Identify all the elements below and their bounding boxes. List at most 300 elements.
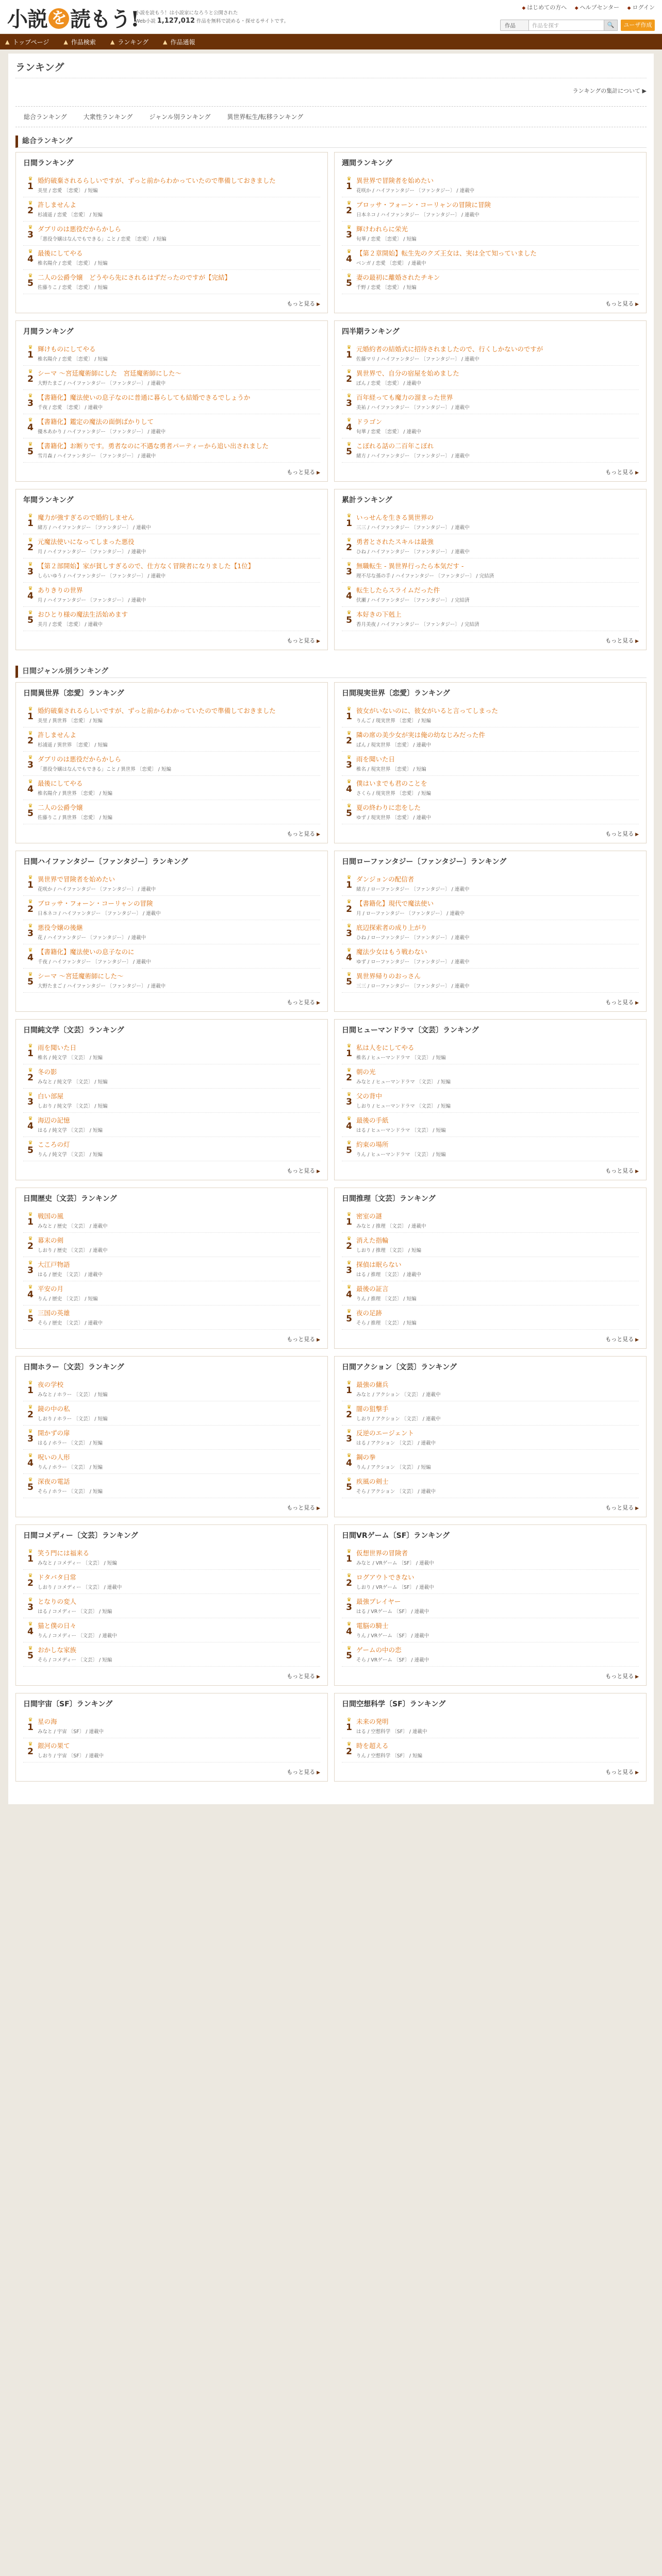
ranking-item-body [38, 1116, 320, 1133]
crown-icon: ♛ [346, 1284, 352, 1290]
work-meta: 優木あかり / ハイファンタジー 〔ファンタジー〕 / 連載中 [38, 429, 166, 435]
ranking-item-body [38, 947, 320, 965]
work-title-link[interactable]: 仮想世界の冒険者 [356, 1549, 408, 1557]
work-meta: 椎名 / 純文学 〔文芸〕 / 短編 [38, 1055, 103, 1061]
ranking-item-body [38, 803, 320, 821]
ranking-item-body [38, 779, 320, 796]
crown-icon: ♛ [346, 200, 352, 206]
work-title-link[interactable]: 元魔法使いになってしまった悪役 [38, 538, 135, 546]
work-meta: りん / 空想科学 〔SF〕 / 短編 [356, 1753, 422, 1759]
ranking-item [23, 173, 320, 197]
ranking-box-title: 日間ローファンタジー〔ファンタジー〕ランキング [342, 858, 507, 866]
ranking-box [15, 489, 328, 650]
crown-icon: ♛ [346, 225, 352, 230]
ranking-item [342, 1137, 639, 1161]
work-title-link[interactable]: 夜の学校 [38, 1381, 64, 1388]
ranking-box [334, 1356, 647, 1517]
crown-icon: ♛ [28, 417, 33, 423]
crown-icon: ♛ [28, 1309, 33, 1314]
work-title-link[interactable]: 最後にしてやる [38, 779, 83, 787]
work-title-link[interactable]: 勇者とされたスキルは最強 [356, 538, 434, 546]
rank-number: ♛ 3 [23, 1260, 38, 1278]
ranking-item [342, 920, 639, 944]
ranking-item-body [356, 1260, 639, 1278]
work-title-link[interactable]: 雨を聞いた日 [38, 1044, 77, 1052]
work-title-link[interactable]: 婚約破棄されるらしいですが、ずっと前からわかっていたので準備しておきました [38, 177, 276, 184]
work-meta: 美里 / 恋愛 〔恋愛〕 / 短編 [38, 188, 98, 194]
ranking-item-body [38, 1404, 320, 1422]
work-meta: 花咲か / ハイファンタジー 〔ファンタジー〕 / 連載中 [356, 188, 475, 194]
work-meta: しおり / ホラー 〔文芸〕 / 短編 [38, 1416, 108, 1422]
work-title-link[interactable]: 輝けわれらに栄光 [356, 225, 408, 233]
top-link[interactable]: ◆ ヘルプセンター [574, 4, 620, 11]
ranking-item [342, 1064, 639, 1089]
work-title-link[interactable]: おかしな家族 [38, 1646, 77, 1654]
work-title-link[interactable]: 彼女がいないのに、彼女がいると言ってしまった [356, 707, 499, 715]
crown-icon: ♛ [346, 1717, 352, 1723]
crown-icon: ♛ [346, 1043, 352, 1049]
work-meta: ひね / ハイファンタジー 〔ファンタジー〕 / 連載中 [356, 549, 470, 555]
more-link[interactable]: もっと見る ▶ [23, 1166, 320, 1180]
ranking-item-body [38, 1621, 320, 1639]
work-title-link[interactable]: 笑う門には福来る [38, 1549, 90, 1557]
filter-link[interactable]: 異世界転生/転移ランキング [227, 113, 304, 121]
rank-number: ♛ 3 [342, 755, 356, 772]
work-title-link[interactable]: 底辺探索者の成り上がり [356, 924, 427, 931]
rank-number: ♛ 3 [23, 755, 38, 772]
ranking-item-body [356, 273, 639, 291]
rank-number: ♛ 4 [23, 1284, 38, 1302]
rank-number: ♛ 3 [342, 1429, 356, 1446]
crown-icon: ♛ [346, 1092, 352, 1097]
work-title-link[interactable]: ドタバタ日常 [38, 1573, 76, 1581]
more-link[interactable]: もっと見る ▶ [342, 299, 639, 313]
ranking-box-title: 日間現実世界〔恋愛〕ランキング [342, 689, 450, 698]
work-title-link[interactable]: 【書籍化】魔法使いの息子なのに [38, 948, 135, 956]
ranking-item [23, 1546, 320, 1570]
crown-icon: ♛ [346, 1236, 352, 1242]
rank-number: ♛ 1 [23, 875, 38, 892]
ranking-item-body [38, 1380, 320, 1398]
work-title-link[interactable]: シーマ 〜宮廷魔術師にした 宮廷魔術師にした〜 [38, 369, 181, 377]
filter-link[interactable]: 大衆性ランキング [83, 113, 133, 121]
more-link[interactable]: もっと見る ▶ [342, 829, 639, 843]
ranking-box [15, 1693, 328, 1782]
more-link[interactable]: もっと見る ▶ [342, 1768, 639, 1781]
work-title-link[interactable]: 最後にしてやる [38, 249, 83, 257]
ranking-item [342, 1209, 639, 1233]
more-link[interactable]: もっと見る ▶ [342, 1672, 639, 1685]
more-link[interactable]: もっと見る ▶ [23, 998, 320, 1011]
work-title-link[interactable]: 三国の英雄 [38, 1309, 70, 1317]
ranking-item [342, 969, 639, 993]
ranking-item-body [356, 562, 639, 579]
work-title-link[interactable]: 異世界帰りのおっさん [356, 972, 421, 980]
work-meta: 佐藤りこ / 恋愛 〔恋愛〕 / 短編 [38, 285, 108, 291]
more-link[interactable]: もっと見る ▶ [342, 468, 639, 481]
work-meta: ベンガ / 恋愛 〔恋愛〕 / 連載中 [356, 261, 426, 266]
work-title-link[interactable]: 約束の場所 [356, 1141, 389, 1148]
work-title-link[interactable]: 朝の光 [356, 1068, 376, 1076]
work-title-link[interactable]: 深夜の電話 [38, 1478, 70, 1485]
work-title-link[interactable]: 鋼の拳 [356, 1453, 376, 1461]
main-content [8, 54, 654, 1804]
work-title-link[interactable]: 【書籍化】現代で魔法使い [356, 900, 434, 907]
ranking-item-body [38, 899, 320, 917]
crown-icon: ♛ [28, 1573, 33, 1579]
rank-number: ♛ 4 [23, 1453, 38, 1470]
work-title-link[interactable]: 【書籍化】お断りです。勇者なのに不遇な勇者パーティーから追い出されました [38, 442, 269, 450]
ranking-item-body [38, 273, 320, 291]
more-link[interactable]: もっと見る ▶ [23, 829, 320, 843]
work-title-link[interactable]: 鏡の中の私 [38, 1405, 70, 1413]
work-title-link[interactable]: 【書籍化】魔法使いの息子なのに普通に暮らしても結婚できるでしょうか [38, 394, 251, 401]
more-link[interactable]: もっと見る ▶ [342, 636, 639, 650]
work-title-link[interactable]: 妻の最初に離婚されたチキン [356, 274, 440, 281]
ranking-item-body [356, 1236, 639, 1253]
work-title-link[interactable]: 許しませんよ [38, 731, 77, 739]
ranking-item [23, 1257, 320, 1281]
work-title-link[interactable]: ブロッサ・フォーン・コーリャンの冒険 [38, 900, 153, 907]
work-title-link[interactable]: 疾風の剣士 [356, 1478, 389, 1485]
ranking-item-body [356, 442, 639, 459]
rank-number: ♛ 3 [342, 225, 356, 242]
ranking-item [342, 1618, 639, 1642]
work-meta: はる / コメディー 〔文芸〕 / 短編 [38, 1609, 112, 1615]
work-title-link[interactable]: 密室の謎 [356, 1212, 383, 1220]
work-meta: しおり / コメディー 〔文芸〕 / 連載中 [38, 1585, 122, 1590]
work-title-link[interactable]: ありきりの世界 [38, 586, 83, 594]
work-title-link[interactable]: 百年経っても魔力の溜まった世界 [356, 394, 453, 401]
work-title-link[interactable]: 大江戸物語 [38, 1261, 70, 1268]
rank-number: ♛ 5 [23, 273, 38, 291]
work-title-link[interactable]: 反逆のエージェント [356, 1429, 415, 1437]
work-title-link[interactable]: おひとり様の魔法生活始めます [38, 611, 128, 618]
ranking-item-body [356, 1116, 639, 1133]
work-title-link[interactable]: 魔法少女はもう戦わない [356, 948, 427, 956]
ranking-item-body [356, 899, 639, 917]
rank-number: ♛ 1 [342, 513, 356, 531]
ranking-box [334, 152, 647, 313]
work-title-link[interactable]: 最強の傭兵 [356, 1381, 389, 1388]
ranking-item [23, 1594, 320, 1618]
crown-icon: ♛ [28, 1140, 33, 1146]
crown-icon: ♛ [28, 610, 33, 616]
rank-number: ♛ 2 [23, 1236, 38, 1253]
crown-icon: ♛ [28, 1260, 33, 1266]
work-title-link[interactable]: 最後の証言 [356, 1285, 389, 1293]
ranking-box-title: 日間ホラー〔文芸〕ランキング [23, 1363, 124, 1371]
diamond-icon: ◆ [574, 6, 578, 11]
ranking-item [23, 1064, 320, 1089]
rank-number: ♛ 3 [23, 923, 38, 941]
more-link[interactable]: もっと見る ▶ [342, 998, 639, 1011]
ranking-item-body [38, 513, 320, 531]
top-link[interactable]: ◆ ログイン [627, 4, 655, 11]
work-meta: はる / 空想科学 〔SF〕 / 連載中 [356, 1729, 427, 1735]
more-link[interactable]: もっと見る ▶ [342, 1166, 639, 1180]
work-title-link[interactable]: 雨を聞いた日 [356, 755, 395, 763]
crown-icon: ♛ [346, 1260, 352, 1266]
ranking-item-body [356, 1453, 639, 1470]
work-title-link[interactable]: 父の背中 [356, 1092, 383, 1100]
crown-icon: ♛ [28, 1597, 33, 1603]
work-meta: はる / 純文学 〔文芸〕 / 短編 [38, 1128, 103, 1133]
work-title-link[interactable]: 僕はいまでも君のことを [356, 779, 427, 787]
work-meta: 椎名 / 現実世界 〔恋愛〕 / 短編 [356, 767, 426, 772]
ranking-item [23, 342, 320, 366]
rank-number: ♛ 5 [342, 1646, 356, 1663]
rank-number: ♛ 5 [23, 803, 38, 821]
work-title-link[interactable]: 無職転生 - 異世界行ったら本気だす - [356, 562, 464, 570]
work-meta: みなと / 宇宙 〔SF〕 / 連載中 [38, 1729, 104, 1735]
work-title-link[interactable]: 猫と僕の日々 [38, 1622, 77, 1630]
triangle-icon: ▲ [162, 38, 168, 45]
ranking-help-link[interactable]: ランキングの集計について ▶ [572, 88, 647, 94]
search-icon[interactable]: 🔍 [604, 20, 618, 31]
work-title-link[interactable]: 平安の月 [38, 1285, 64, 1293]
nav-item[interactable]: ▲ トップページ [5, 38, 49, 46]
filter-link[interactable]: 総合ランキング [24, 113, 67, 121]
ranking-item [23, 1089, 320, 1113]
rank-number: ♛ 1 [342, 875, 356, 892]
work-title-link[interactable]: ゲームの中の恋 [356, 1646, 402, 1654]
more-link[interactable]: もっと見る ▶ [23, 468, 320, 481]
ranking-box-title: 日間異世界〔恋愛〕ランキング [23, 689, 124, 698]
triangle-icon: ▲ [110, 38, 115, 45]
work-title-link[interactable]: 銀河の果て [38, 1742, 70, 1750]
more-link[interactable]: もっと見る ▶ [23, 1672, 320, 1685]
work-title-link[interactable]: 最後の手紙 [356, 1116, 389, 1124]
work-title-link[interactable]: ログアウトできない [356, 1573, 415, 1581]
ranking-item-body [38, 586, 320, 603]
site-logo[interactable]: 小説 を 読もう! [7, 7, 139, 31]
ranking-item [23, 246, 320, 270]
rank-number: ♛ 4 [342, 1621, 356, 1639]
work-meta: ひね / ローファンタジー 〔ファンタジー〕 / 連載中 [356, 935, 470, 941]
work-title-link[interactable]: 転生したらスライムだった件 [356, 586, 440, 594]
crown-icon: ♛ [28, 1116, 33, 1122]
ranking-item [23, 607, 320, 631]
work-title-link[interactable]: 元婚約者の結婚式に招待されましたので、行くしかないのですが [356, 345, 543, 353]
rank-number: ♛ 4 [23, 779, 38, 796]
work-title-link[interactable]: 異世界で、自分の宿屋を始めました [356, 369, 459, 377]
work-title-link[interactable]: 【書籍化】鑑定の魔法の面倒ばかりして [38, 418, 154, 426]
nav-item[interactable]: ▲ 作品通報 [162, 38, 195, 46]
work-title-link[interactable]: シーマ 〜宮廷魔術師にした〜 [38, 972, 124, 980]
more-link[interactable]: もっと見る ▶ [23, 299, 320, 313]
ranking-item [342, 727, 639, 752]
work-title-link[interactable]: 異世界で冒険者を始めたい [38, 875, 115, 883]
rank-number: ♛ 1 [23, 1549, 38, 1566]
more-link[interactable]: もっと見る ▶ [23, 1503, 320, 1517]
ranking-box [334, 1188, 647, 1349]
ranking-item-body [38, 755, 320, 772]
work-title-link[interactable]: 未来の発明 [356, 1718, 389, 1725]
work-title-link[interactable]: 輝けものにしてやる [38, 345, 96, 353]
search-input[interactable]: 作品を探す [529, 20, 604, 31]
rank-number: ♛ 3 [342, 1092, 356, 1109]
ranking-item [23, 1401, 320, 1426]
ranking-grid [15, 152, 647, 657]
work-title-link[interactable]: いっせんを生きる異世界の [356, 514, 434, 521]
crown-icon: ♛ [28, 1067, 33, 1073]
work-meta: みなと / ヒューマンドラマ 〔文芸〕 / 短編 [356, 1079, 451, 1085]
work-title-link[interactable]: 幕末の剣 [38, 1236, 64, 1244]
work-title-link[interactable]: 魔力が強すぎるので婚約しません [38, 514, 135, 521]
work-title-link[interactable]: 時を超える [356, 1742, 389, 1750]
work-title-link[interactable]: 許しませんよ [38, 201, 77, 209]
work-title-link[interactable]: ドラゴン [356, 418, 383, 426]
ranking-box [15, 1188, 328, 1349]
advanced-search-button[interactable]: ユーザ作成 [621, 20, 655, 31]
crown-icon: ♛ [28, 1043, 33, 1049]
ranking-box-title: 累計ランキング [342, 496, 392, 504]
crown-icon: ♛ [28, 225, 33, 230]
work-meta: 月 / ハイファンタジー 〔ファンタジー〕 / 連載中 [38, 598, 146, 603]
more-link[interactable]: もっと見る ▶ [342, 1503, 639, 1517]
ranking-item-body [38, 1092, 320, 1109]
rank-number: ♛ 5 [342, 972, 356, 989]
work-title-link[interactable]: 戦国の風 [38, 1212, 64, 1220]
ranking-item [342, 1306, 639, 1330]
ranking-item [23, 727, 320, 752]
ranking-item [342, 510, 639, 534]
more-link[interactable]: もっと見る ▶ [342, 1335, 639, 1348]
triangle-icon: ▲ [63, 38, 68, 45]
ranking-item-body [356, 225, 639, 242]
ranking-item-body [38, 1573, 320, 1590]
more-link[interactable]: もっと見る ▶ [23, 1768, 320, 1781]
search-type-select[interactable]: 作品 [500, 20, 529, 31]
top-link[interactable]: ◆ はじめての方へ [522, 4, 567, 11]
work-title-link[interactable]: 異世界で冒険者を始めたい [356, 177, 434, 184]
work-title-link[interactable]: 白い部屋 [38, 1092, 64, 1100]
ranking-item-body [38, 225, 320, 242]
work-meta: 椎名 / ヒューマンドラマ 〔文芸〕 / 短編 [356, 1055, 446, 1061]
ranking-box [15, 1019, 328, 1180]
ranking-box [15, 1524, 328, 1686]
ranking-box-title: 日間純文学〔文芸〕ランキング [23, 1026, 124, 1035]
ranking-item [23, 1450, 320, 1474]
work-title-link[interactable]: 開かずの扉 [38, 1429, 70, 1437]
work-title-link[interactable]: 闇の狙撃手 [356, 1405, 389, 1413]
work-title-link[interactable]: ダブリのは悪役だからかしら [38, 755, 122, 763]
rank-number: ♛ 4 [23, 1621, 38, 1639]
work-title-link[interactable]: 【第２部開始】家が貧しすぎるので、仕方なく冒険者になりました【1位】 [38, 562, 255, 570]
work-title-link[interactable]: ダブリのは悪役だからかしら [38, 225, 122, 233]
work-title-link[interactable]: 電脳の騎士 [356, 1622, 389, 1630]
nav-item[interactable]: ▲ ランキング [110, 38, 148, 46]
crown-icon: ♛ [28, 200, 33, 206]
work-meta: はる / VRゲーム 〔SF〕 / 連載中 [356, 1609, 429, 1615]
ranking-item [23, 1113, 320, 1137]
work-meta: みなと / 純文学 〔文芸〕 / 短編 [38, 1079, 108, 1085]
crown-icon: ♛ [28, 923, 33, 929]
work-title-link[interactable]: 二人の公爵令嬢 どうやら先にされるはずだったのですが【完結】 [38, 274, 231, 281]
ranking-item [342, 1401, 639, 1426]
crown-icon: ♛ [28, 972, 33, 977]
crown-icon: ♛ [28, 1092, 33, 1097]
work-meta: ぽん / 恋愛 〔恋愛〕 / 連載中 [356, 381, 422, 386]
crown-icon: ♛ [346, 610, 352, 616]
rank-number: ♛ 5 [342, 1140, 356, 1158]
crown-icon: ♛ [346, 1621, 352, 1627]
ranking-item [23, 414, 320, 438]
ranking-item [342, 752, 639, 776]
ranking-item [23, 969, 320, 993]
work-title-link[interactable]: 消えた指輪 [356, 1236, 389, 1244]
filter-link[interactable]: ジャンル別ランキング [149, 113, 211, 121]
rank-number: ♛ 1 [342, 1212, 356, 1229]
work-title-link[interactable]: 夜の足跡 [356, 1309, 383, 1317]
more-link[interactable]: もっと見る ▶ [23, 636, 320, 650]
work-title-link[interactable]: 冬の影 [38, 1068, 57, 1076]
work-title-link[interactable]: 【第２章開始】転生先のクズ王女は、実は全て知っていました [356, 249, 537, 257]
work-title-link[interactable]: 二人の公爵令嬢 [38, 804, 83, 811]
rank-number: ♛ 3 [23, 1429, 38, 1446]
rank-number: ♛ 1 [342, 1380, 356, 1398]
crown-icon: ♛ [346, 1212, 352, 1217]
work-title-link[interactable]: 隣の席の美少女が実は俺の幼なじみだった件 [356, 731, 486, 739]
work-title-link[interactable]: 最強プレイヤー [356, 1598, 401, 1605]
ranking-item [342, 1233, 639, 1257]
rank-number: ♛ 3 [342, 393, 356, 411]
work-title-link[interactable]: こころの灯 [38, 1141, 70, 1148]
crown-icon: ♛ [28, 1453, 33, 1459]
crown-icon: ♛ [346, 1429, 352, 1434]
work-title-link[interactable]: ダンジョンの配信者 [356, 875, 415, 883]
more-link[interactable]: もっと見る ▶ [23, 1335, 320, 1348]
work-title-link[interactable]: 夏の終わりに恋をした [356, 804, 421, 811]
ranking-item-body [38, 1067, 320, 1085]
work-meta: みなと / 歴史 〔文芸〕 / 連載中 [38, 1224, 108, 1229]
ranking-box-title: 日間ヒューマンドラマ〔文芸〕ランキング [342, 1026, 479, 1035]
work-title-link[interactable]: 探偵は眠らない [356, 1261, 402, 1268]
work-title-link[interactable]: 海辺の記憶 [38, 1116, 70, 1124]
work-title-link[interactable]: 婚約破棄されるらしいですが、ずっと前からわかっていたので準備しておきました [38, 707, 276, 715]
crown-icon: ♛ [346, 1741, 352, 1747]
crown-icon: ♛ [346, 369, 352, 375]
work-meta: しおり / 歴史 〔文芸〕 / 連載中 [38, 1248, 108, 1253]
ranking-item-body [38, 1236, 320, 1253]
work-title-link[interactable]: 呪いの人形 [38, 1453, 70, 1461]
work-title-link[interactable]: 本好きの下剋上 [356, 611, 402, 618]
work-title-link[interactable]: 星の海 [38, 1718, 57, 1725]
ranking-item [23, 703, 320, 727]
work-title-link[interactable]: となりの変人 [38, 1598, 77, 1605]
rank-number: ♛ 5 [342, 1477, 356, 1495]
ranking-item-body [38, 731, 320, 748]
ranking-item [342, 1113, 639, 1137]
crown-icon: ♛ [346, 706, 352, 712]
work-meta: りん / 歴史 〔文芸〕 / 短編 [38, 1296, 98, 1302]
rank-number: ♛ 5 [23, 442, 38, 459]
ranking-item [342, 872, 639, 896]
ranking-item-body [356, 1717, 639, 1735]
work-title-link[interactable]: 私は人をにしてやる [356, 1044, 415, 1052]
ranking-item-body [356, 755, 639, 772]
rank-number: ♛ 2 [342, 537, 356, 555]
work-meta: 千夜 / 恋愛 〔恋愛〕 / 連載中 [38, 405, 103, 411]
ranking-item-body [356, 1597, 639, 1615]
work-title-link[interactable]: ブロッサ・フォーン・コーリャンの冒険に冒険 [356, 201, 491, 209]
work-meta: そら / 推理 〔文芸〕 / 短編 [356, 1320, 417, 1326]
nav-item[interactable]: ▲ 作品検索 [63, 38, 96, 46]
work-title-link[interactable]: 悪役令嬢の後継 [38, 924, 83, 931]
work-meta: りん / コメディー 〔文芸〕 / 連載中 [38, 1633, 117, 1639]
work-title-link[interactable]: こぼれる話の二百年こぼれ [356, 442, 434, 450]
